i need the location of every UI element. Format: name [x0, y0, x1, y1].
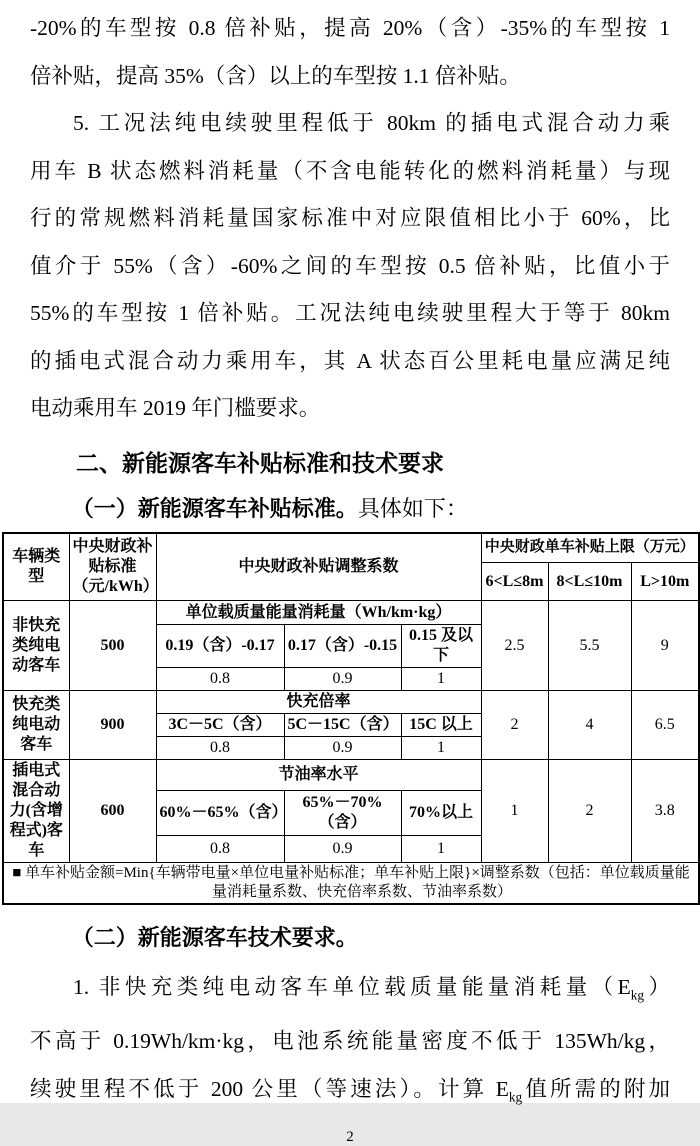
- text-line: [30, 1066, 670, 1121]
- table-footnote: [3, 863, 699, 904]
- cell-standard: 600: [69, 760, 156, 863]
- paragraph-tech-1: [30, 964, 670, 1121]
- cell-range: 0.19（含）-0.17: [156, 625, 284, 668]
- cell-coefficient: 0.8: [156, 668, 284, 691]
- table-footnote-row: [3, 863, 699, 904]
- header-cap-over-10m: L>10m: [631, 563, 699, 601]
- subsection-heading-1: [30, 492, 670, 526]
- text-line: 倍补贴，提高 35%（含）以上的车型按 1.1 倍补贴。: [30, 63, 521, 88]
- text-line: [30, 964, 670, 1019]
- cell-coefficient: 1: [401, 737, 481, 760]
- text-segment: 值所需的附加: [522, 1076, 670, 1101]
- text-line: 用车 B 状态燃料消耗量（不含电能转化的燃料消耗量）与现: [30, 158, 670, 183]
- cell-standard: 500: [69, 601, 156, 691]
- footnote-text: ■ 单车补贴金额=Min{车辆带电量×单位电量补贴标准；单车补贴上限}×调整系数（包括：单位载质量能量消耗量系数、快充倍率系数、节油率系数）: [12, 865, 690, 900]
- paragraph-continuation: [30, 5, 670, 100]
- header-cap-group: 中央财政单车补贴上限（万元）: [481, 533, 699, 563]
- header-cap-6-8m: 6<L≤8m: [481, 563, 548, 601]
- cell-range: 70%以上: [401, 791, 481, 836]
- cell-cap: 3.8: [631, 760, 699, 863]
- cell-range: 5C－15C（含）: [284, 714, 401, 737]
- ekg-subscript: kg: [508, 1089, 523, 1105]
- text-line: 行的常规燃料消耗量国家标准中对应限值相比小于 60%，比: [30, 206, 670, 230]
- cell-cap: 2.5: [481, 601, 548, 691]
- cell-coefficient: 1: [401, 668, 481, 691]
- cell-range: 0.15 及以下: [401, 625, 481, 668]
- table-row: [3, 760, 699, 791]
- section-heading-2: 二、新能源客车补贴标准和技术要求: [76, 449, 444, 476]
- text-line: 电动乘用车 2019 年门槛要求。: [30, 396, 321, 420]
- paragraph-item-5: [30, 100, 670, 433]
- cell-coefficient: 0.8: [156, 835, 284, 862]
- cell-metric-title: 节油率水平: [156, 760, 481, 791]
- cell-vehicle-type: 非快充类纯电动客车: [3, 601, 69, 691]
- header-cap-8-10m: 8<L≤10m: [548, 563, 631, 601]
- cell-cap: 2: [481, 691, 548, 760]
- cell-standard: 900: [69, 691, 156, 760]
- cell-coefficient: 0.9: [284, 737, 401, 760]
- cell-metric-title: 单位载质量能量消耗量（Wh/km·kg）: [156, 601, 481, 625]
- text-segment: 续驶里程不低于 200 公里（等速法）。计算 E: [30, 1076, 509, 1101]
- table-row: [3, 601, 699, 625]
- table-header-row: [3, 533, 699, 563]
- ekg-subscript: kg: [630, 986, 645, 1002]
- cell-metric-title: 快充倍率: [156, 691, 481, 714]
- text-line: 55%的车型按 1 倍补贴。工况法纯电续驶里程大于等于 80km: [30, 301, 670, 325]
- cell-coefficient: 0.9: [284, 668, 401, 691]
- subsection-title: （二）新能源客车技术要求。: [71, 924, 358, 950]
- cell-coefficient: 1: [401, 835, 481, 862]
- subsection-title: （一）新能源客车补贴标准。: [71, 495, 358, 521]
- subsection-lead-in: 具体如下：: [357, 495, 468, 521]
- cell-cap: 9: [631, 601, 699, 691]
- text-segment: 1. 非快充类纯电动客车单位载质量能量消耗量（E: [73, 974, 631, 999]
- text-line: 不高于 0.19Wh/km·kg，电池系统能量密度不低于 135Wh/kg，: [30, 1029, 670, 1054]
- cell-cap: 4: [548, 691, 631, 760]
- cell-range: 60%－65%（含）: [156, 791, 284, 836]
- header-vehicle-type: 车辆类型: [3, 533, 69, 601]
- cell-coefficient: 0.9: [284, 835, 401, 862]
- text-segment: ）: [644, 974, 670, 999]
- cell-range: 0.17（含）-0.15: [284, 625, 401, 668]
- cell-range: 15C 以上: [401, 714, 481, 737]
- cell-range: 65%－70%（含）: [284, 791, 401, 836]
- header-subsidy-standard: 中央财政补贴标准（元/kWh）: [69, 533, 156, 601]
- cell-cap: 1: [481, 760, 548, 863]
- table-row: [3, 691, 699, 714]
- text-line: -20%的车型按 0.8 倍补贴，提高 20%（含）-35%的车型按 1: [30, 16, 670, 40]
- subsidy-table: [2, 532, 700, 905]
- cell-cap: 6.5: [631, 691, 699, 760]
- cell-coefficient: 0.8: [156, 737, 284, 760]
- cell-vehicle-type: 插电式混合动力(含增程式)客车: [3, 760, 69, 863]
- cell-vehicle-type: 快充类纯电动客车: [3, 691, 69, 760]
- text-line: 5. 工况法纯电续驶里程低于 80km 的插电式混合动力乘: [73, 111, 670, 135]
- text-line: 值介于 55%（含）-60%之间的车型按 0.5 倍补贴，比值小于: [30, 253, 670, 278]
- cell-cap: 5.5: [548, 601, 631, 691]
- cell-cap: 2: [548, 760, 631, 863]
- subsection-heading-2: [30, 921, 670, 955]
- page-number: 2: [346, 1128, 354, 1145]
- cell-range: 3C－5C（含）: [156, 714, 284, 737]
- text-line: 的插电式混合动力乘用车，其 A 状态百公里耗电量应满足纯: [30, 348, 670, 373]
- header-adjustment-coefficient: 中央财政补贴调整系数: [156, 533, 481, 601]
